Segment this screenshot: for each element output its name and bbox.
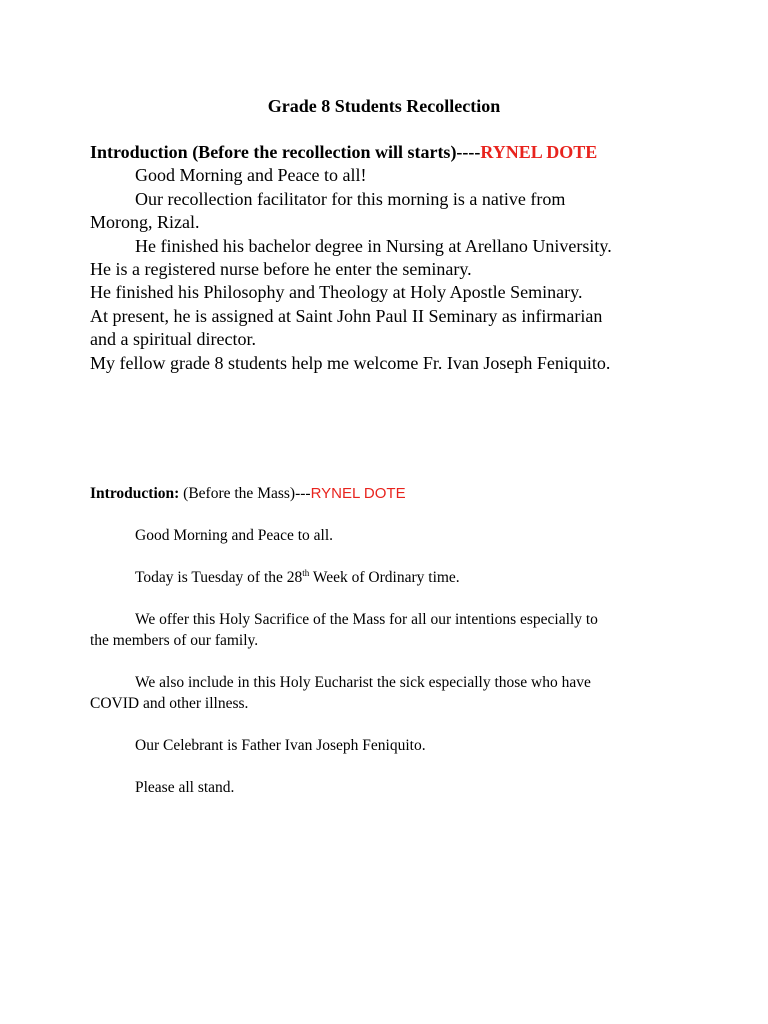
section2-paragraph xyxy=(90,567,730,588)
paragraph-line: Our Celebrant is Father Ivan Joseph Feniquito. xyxy=(135,737,426,754)
date-text-before: Today is Tuesday of the 28 xyxy=(135,569,303,586)
section-recollection-intro xyxy=(90,141,750,375)
section1-line: He finished his Philosophy and Theology at Holy Apostle Seminary. xyxy=(90,282,583,303)
section2-heading-label: Introduction: xyxy=(90,485,180,502)
section1-line: Good Morning and Peace to all! xyxy=(135,165,367,186)
section1-line: At present, he is assigned at Saint John Paul II Seminary as infirmarian xyxy=(90,305,603,326)
section1-line: and a spiritual director. xyxy=(90,329,256,350)
section2-paragraph xyxy=(90,672,730,714)
section2-paragraph xyxy=(90,525,730,546)
paragraph-line: Please all stand. xyxy=(135,779,235,796)
section2-paragraph xyxy=(90,777,730,798)
section2-heading xyxy=(90,483,730,504)
date-text-after: Week of Ordinary time. xyxy=(309,569,460,586)
section1-line: He is a registered nurse before he enter the seminary. xyxy=(90,259,472,280)
section2-paragraph xyxy=(90,609,730,651)
section1-heading-text: Introduction (Before the recollection will starts)---- xyxy=(90,142,481,162)
section1-line: My fellow grade 8 students help me welcome Fr. Ivan Joseph Feniquito. xyxy=(90,352,611,373)
document-title: Grade 8 Students Recollection xyxy=(267,96,501,116)
section1-heading xyxy=(90,141,750,164)
section1-speaker: RYNEL DOTE xyxy=(480,142,598,162)
ordinal-suffix: th xyxy=(302,567,310,578)
section-mass-intro xyxy=(90,483,730,798)
paragraph-line xyxy=(90,567,730,588)
section1-line: Morong, Rizal. xyxy=(90,212,200,233)
section2-speaker: RYNEL DOTE xyxy=(310,485,406,502)
paragraph-line: We also include in this Holy Eucharist the sick especially those who have xyxy=(135,674,591,691)
section2-paragraph xyxy=(90,735,730,756)
section2-heading-rest: (Before the Mass)--- xyxy=(179,485,311,502)
section1-line: Our recollection facilitator for this morning is a native from xyxy=(135,188,566,209)
paragraph-line: COVID and other illness. xyxy=(90,695,249,712)
paragraph-line: We offer this Holy Sacrifice of the Mass for all our intentions especially to xyxy=(135,611,598,628)
section1-line: He finished his bachelor degree in Nursing at Arellano University. xyxy=(135,235,612,256)
paragraph-line: Good Morning and Peace to all. xyxy=(135,527,334,544)
paragraph-line: the members of our family. xyxy=(90,632,259,649)
